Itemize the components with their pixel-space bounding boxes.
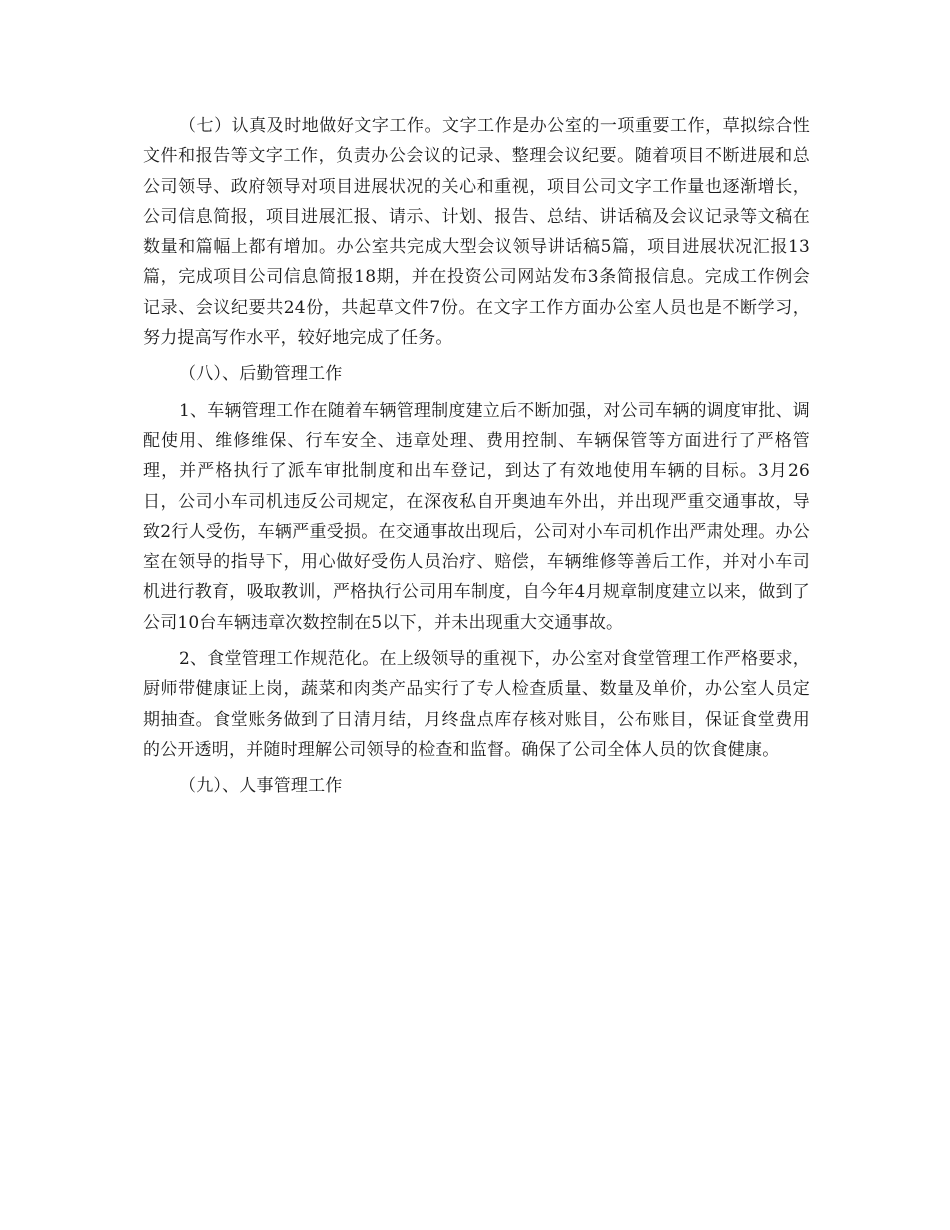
heading-logistics-management: （八）、后勤管理工作 bbox=[179, 364, 343, 385]
paragraph-vehicle-management: 1、车辆管理工作在随着车辆管理制度建立后不断加强，对公司车辆的调度审批、调配使用、维修维保、行车安全、违章处理、费用控制、车辆保管等方面进行了严格管理，并严格执行了派车审批制度和出车登记，到达了有效地使用车辆的目标。3月26日，公司小车司机违反公司规定，在深夜私自开奥迪车外出，并出现严重交通事故，导致2行人受伤，车辆严重受损。在交通事故出现后，公司对小车司机作出严肃处理。办公室在领导的指导下，用心做好受伤人员治疗、赔偿，车辆维修等善后工作，并对小车司机进行教育，吸取教训，严格执行公司用车制度，自今年4月规章制度建立以来，做到了公司10台车辆违章次数控制在5以下，并未出现重大交通事故。 bbox=[143, 400, 810, 633]
document-page bbox=[143, 111, 810, 802]
paragraph-canteen-management: 2、食堂管理工作规范化。在上级领导的重视下，办公室对食堂管理工作严格要求，厨师带健康证上岗，蔬菜和肉类产品实行了专人检查质量、数量及单价，办公室人员定期抽查。食堂账务做到了日清月结，月终盘点库存核对账目，公布账目，保证食堂费用的公开透明，并随时理解公司领导的检查和监督。确保了公司全体人员的饮食健康。 bbox=[143, 649, 810, 760]
paragraph-writing-work: （七）认真及时地做好文字工作。文字工作是办公室的一项重要工作，草拟综合性文件和报告等文字工作，负责办公会议的记录、整理会议纪要。随着项目不断进展和总公司领导、政府领导对项目进展状况的关心和重视，项目公司文字工作量也逐渐增长，公司信息简报，项目进展汇报、请示、计划、报告、总结、讲话稿及会议记录等文稿在数量和篇幅上都有增加。办公室共完成大型会议领导讲话稿5篇，项目进展状况汇报13篇，完成项目公司信息简报18期，并在投资公司网站发布3条简报信息。完成工作例会记录、会议纪要共24份，共起草文件7份。在文字工作方面办公室人员也是不断学习，努力提高写作水平，较好地完成了任务。 bbox=[143, 116, 810, 349]
heading-personnel-management: （九）、人事管理工作 bbox=[179, 776, 343, 797]
